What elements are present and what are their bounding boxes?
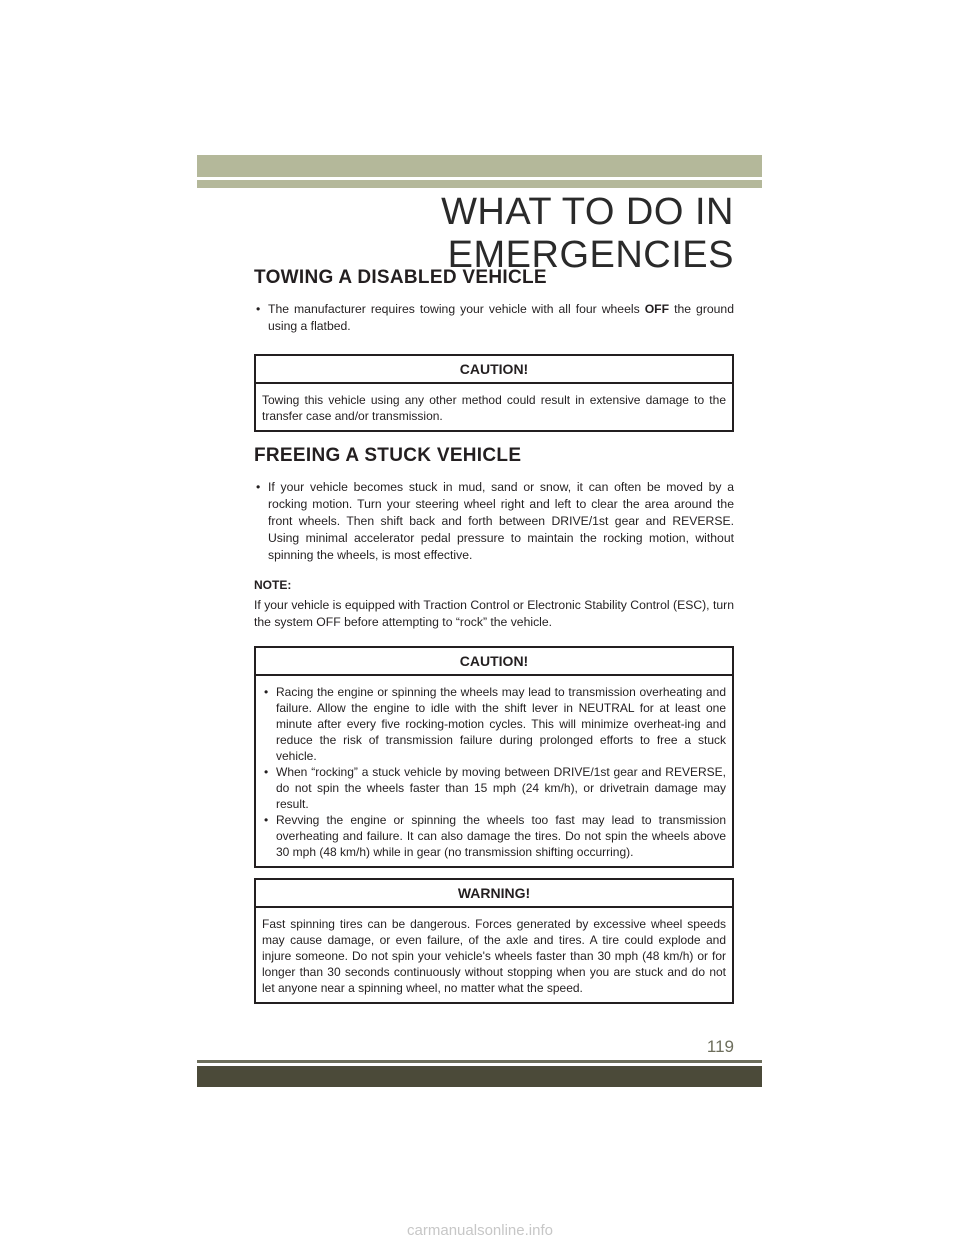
off-emphasis: OFF xyxy=(644,302,670,316)
watermark: carmanualsonline.info xyxy=(407,1222,553,1239)
warning-text: Fast spinning tires can be dangerous. Forces generated by excessive wheel speeds may cause damage, or even failure, of the axle and tires. A tire could explode and injure someone. Do not spin your vehicle's wheels faster than 30 mph (48 km/h) or for longer than 30 seconds continuously without stopping when you are stuck and do not let anyone near a spinning wheel, no matter what the speed. xyxy=(262,917,726,995)
caution-box-towing xyxy=(254,354,734,432)
caution-text: Towing this vehicle using any other method could result in extensive damage to the transfer case and/or transmission. xyxy=(262,393,726,423)
caution-title: CAUTION! xyxy=(256,356,732,384)
caution-box-rocking xyxy=(254,646,734,868)
caution-title: CAUTION! xyxy=(256,648,732,676)
footer-band xyxy=(197,1066,762,1087)
caution-list xyxy=(262,684,726,860)
header-rule xyxy=(197,180,762,188)
warning-title: WARNING! xyxy=(256,880,732,908)
warning-box xyxy=(254,878,734,1004)
towing-text-a: The manufacturer requires towing your vehicle with all four wheels xyxy=(268,302,645,316)
caution-body xyxy=(256,676,732,866)
towing-list xyxy=(254,301,734,335)
stuck-list xyxy=(254,479,734,564)
list-item: • Revving the engine or spinning the wheels too fast may lead to transmission overheating and failure. It can also damage the tires. Do not spin the wheels above 30 mph (48 km/h) while in gear (no transmission shifting occurring). xyxy=(262,812,726,860)
header-band xyxy=(197,155,762,177)
towing-text-b: the ground using a flatbed. xyxy=(268,302,734,333)
list-item: • Racing the engine or spinning the wheels may lead to transmission overheating and failure. Allow the engine to idle with the shift lever in NEUTRAL for at least one minute after every five rocking-motion cycles. This will minimize overheat-ing and reduce the risk of transmission failure during prolonged efforts to free a stuck vehicle. xyxy=(262,684,726,764)
list-item: • When “rocking” a stuck vehicle by moving between DRIVE/1st gear and REVERSE, do not spin the wheels faster than 15 mph (24 km/h), or drivetrain damage may result. xyxy=(262,764,726,812)
chapter-title: WHAT TO DO IN EMERGENCIES xyxy=(441,191,734,276)
note-label: NOTE: xyxy=(254,578,292,592)
section-heading-stuck: FREEING A STUCK VEHICLE xyxy=(254,445,522,466)
list-item xyxy=(254,301,734,335)
footer-rule xyxy=(197,1060,762,1063)
note-text: If your vehicle is equipped with Traction Control or Electronic Stability Control (ESC), turn the system OFF before attempting to “rock” the vehicle. xyxy=(254,598,734,629)
list-item: • If your vehicle becomes stuck in mud, sand or snow, it can often be moved by a rocking motion. Turn your steering wheel right and left to clear the area around the front wheels. Then shift back and forth between DRIVE/1st gear and REVERSE. Using minimal accelerator pedal pressure to maintain the rocking motion, without spinning the wheels, is most effective. xyxy=(254,479,734,564)
page-content xyxy=(254,267,734,1004)
section-heading-towing: TOWING A DISABLED VEHICLE xyxy=(254,267,547,288)
page-number: 119 xyxy=(706,1037,734,1056)
